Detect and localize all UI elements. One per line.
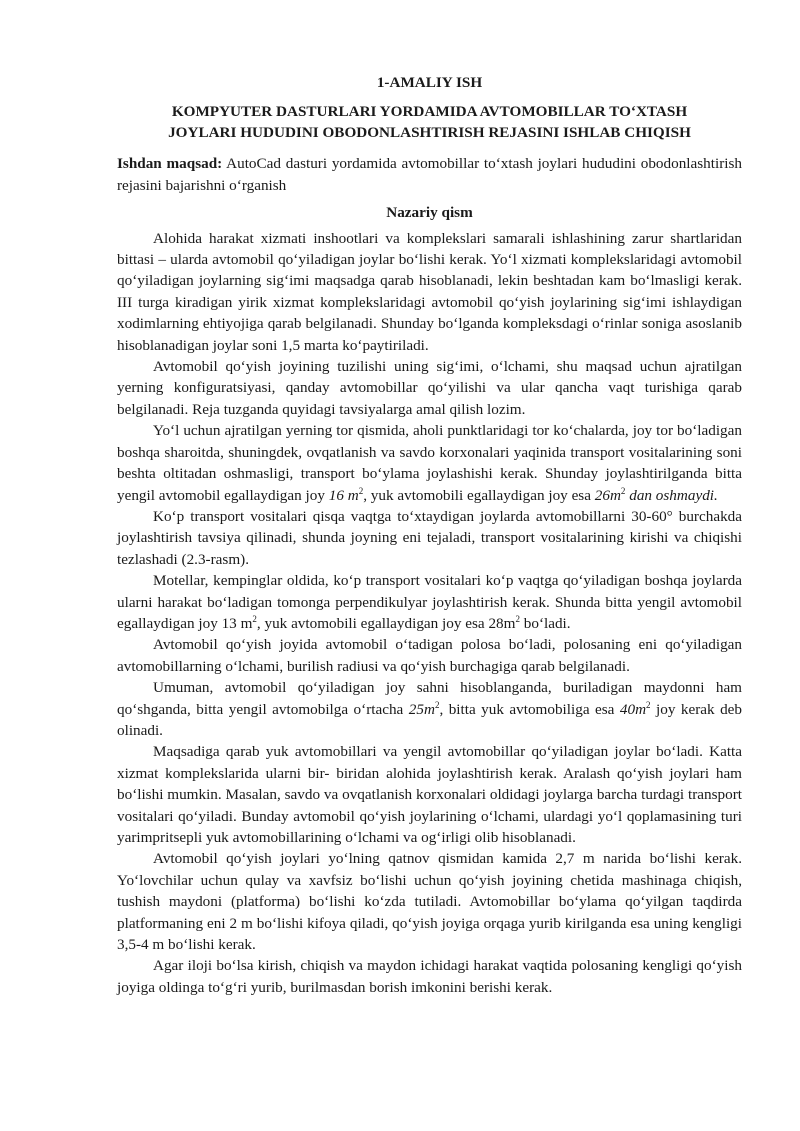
- paragraph-3: [117, 420, 742, 506]
- goal-text: AutoCad dasturi yordamida avtomobillar to‘xtash joylari hududini obodonlashtirish rejasini bajarishni o‘rganish: [117, 155, 742, 194]
- paragraph-5-text-a: Motellar, kempinglar oldida, ko‘p transport vositalari ko‘p vaqtga qo‘yiladigan boshqa joylarda ularni harakat bo‘ladigan tomonga perpendikulyar joylashtirish kerak. Shunda bitta yengil avtomobil egallaydigan joy 13 m: [117, 572, 742, 632]
- paragraph-8: Maqsadiga qarab yuk avtomobillari va yengil avtomobillar qo‘yiladigan joylar bo‘ladi. Katta xizmat komplekslarida ularni bir- biridan alohida joylashtirish kerak. Aralash qo‘yish joylari ham bo‘lishi mumkin. Masalan, savdo va ovqatlanish korxonalari oldidagi joylarga barcha turdagi transport vositalari qo‘yiladi. Bunday avtomobil qo‘yish joylarining o‘lchami, ulardagi yo‘l qoplamasining turi yarimpritsepli yuk avtomobillarining o‘lchami va og‘irligi olib hisoblanadi.: [117, 743, 742, 846]
- paragraph-9: Avtomobil qo‘yish joylari yo‘lning qatnov qismidan kamida 2,7 m narida bo‘lishi kerak. Yo‘lovchilar uchun qulay va xavfsiz bo‘lishi uchun qo‘yish joyining chetida mashinaga chiqish, tushish maydoni (platforma) bo‘lishi ko‘zda tutiladi. Avtomobillar bo‘ylama qo‘yilgan taqdirda platformaning eni 2 m bo‘lishi kifoya qiladi, qo‘yish joyiga orqaga yurib kirilganda esa uning kengligi 3,5-4 m bo‘lishi kerak.: [117, 850, 742, 954]
- paragraph-3-sup-1: 2: [358, 485, 364, 496]
- paragraph-3-area-1: 16 m: [328, 486, 359, 504]
- paragraph-7-sup-1: 2: [434, 699, 440, 710]
- paragraph-3-text-c: , yuk avtomobili egallaydigan joy esa: [363, 486, 595, 504]
- paragraph-1: Alohida harakat xizmati inshootlari va komplekslari samarali ishlashining zarur shartlaridan bittasi – ularda avtomobil qo‘yiladigan joylar bo‘lishi kerak. Yo‘l xizmati komplekslaridagi avtomobil qo‘yiladigan joylarning sig‘imi maqsadga qarab hisoblanadi, lekin beshtadan kam bo‘lmasligi kerak. III turga kiradigan yirik xizmat komplekslaridagi avtomobil qo‘yish joylarining sig‘imi ishlaydigan xodimlarning ehtiyojiga qarab belgilanadi. Shunday bo‘lganda kompleksdagi o‘rinlar soniga asoslanib hisoblanadigan joylar soni 1,5 marta ko‘paytiriladi.: [117, 229, 742, 354]
- subtitle-line-1: KOMPYUTER DASTURLARI YORDAMIDA AVTOMOBILLAR TO‘XTASH: [171, 103, 688, 121]
- goal-paragraph: [117, 153, 742, 196]
- paragraph-2: Avtomobil qo‘yish joyining tuzilishi uning sig‘imi, o‘lchami, shu maqsad uchun ajratilgan yerning konfiguratsiyasi, qanday avtomobillar qo‘yilishi va ular qancha vaqt turishiga qarab belgilanadi. Reja tuzganda quyidagi tavsiyalarga amal qilish lozim.: [117, 358, 742, 418]
- paragraph-3-sup-2: 2: [620, 485, 626, 496]
- paragraph-4: Ko‘p transport vositalari qisqa vaqtga to‘xtaydigan joylarda avtomobillarni 30-60° burchakda joylashtirish tavsiya qilinadi, shunda joyning eni tejaladi, transport vositalarining kirishi va chiqishi tezlashadi (2.3-rasm).: [117, 507, 742, 568]
- paragraph-7-text-a: Umuman, avtomobil qo‘yiladigan joy sahni hisoblanganda, buriladigan maydonni ham qo‘shganda, bitta yengil avtomobilga o‘rtacha: [117, 679, 742, 718]
- paragraph-7-sup-2: 2: [646, 699, 651, 710]
- paragraph-5-sup-1: 2: [252, 613, 257, 624]
- paragraph-3-text-a: Yo‘l uchun ajratilgan yerning tor qismida, aholi punktlaridagi tor ko‘chalarda, joy tor bo‘ladigan boshqa sharoitda, shuningdek, ovqatlanish va savdo korxonalari yaqinida transport vositalarining soni beshta oltitadan oshmasligi, transport bo‘ylama joylashishi kerak. Shunday joylashtirilganda bitta yengil avtomobil egallaydigan joy: [117, 422, 742, 504]
- page-title: 1-AMALIY ISH: [376, 74, 483, 91]
- paragraph-7-text-e: joy kerak deb olinadi.: [117, 700, 743, 739]
- paragraph-7-area-2: 40m: [619, 700, 647, 718]
- subtitle-line-2: JOYLARI HUDUDINI OBODONLASHTIRISH REJASINI ISHLAB CHIQISH: [168, 124, 691, 142]
- paragraph-5-text-c: bo‘ladi.: [519, 614, 571, 632]
- paragraph-7-text-c: , bitta yuk avtomobiliga esa: [439, 700, 620, 718]
- work-subtitle: [117, 101, 742, 143]
- goal-label: Ishdan maqsad:: [117, 155, 223, 173]
- paragraph-5-sup-2: 2: [515, 613, 520, 624]
- paragraph-5-text-b: , yuk avtomobili egallaydigan joy esa 28m: [256, 614, 516, 632]
- paragraph-3-area-2: 26m: [594, 486, 621, 504]
- paragraph-7-area-1: 25m: [408, 700, 435, 718]
- paragraph-7: [117, 677, 742, 741]
- paragraph-6: Avtomobil qo‘yish joyida avtomobil o‘tadigan polosa bo‘ladi, polosaning eni qo‘yiladigan avtomobillarning o‘lchami, burilish radiusi va qo‘yish burchagiga qarab belgilanadi.: [117, 636, 742, 675]
- paragraph-3-text-e: dan oshmaydi.: [625, 486, 718, 504]
- section-heading: Nazariy qism: [386, 204, 473, 222]
- paragraph-10: Agar iloji bo‘lsa kirish, chiqish va maydon ichidagi harakat vaqtida polosaning kengligi qo‘yish joyiga oldinga to‘g‘ri yurib, burilmasdan borish imkonini berishi kerak.: [117, 957, 742, 996]
- paragraph-5: [117, 570, 742, 634]
